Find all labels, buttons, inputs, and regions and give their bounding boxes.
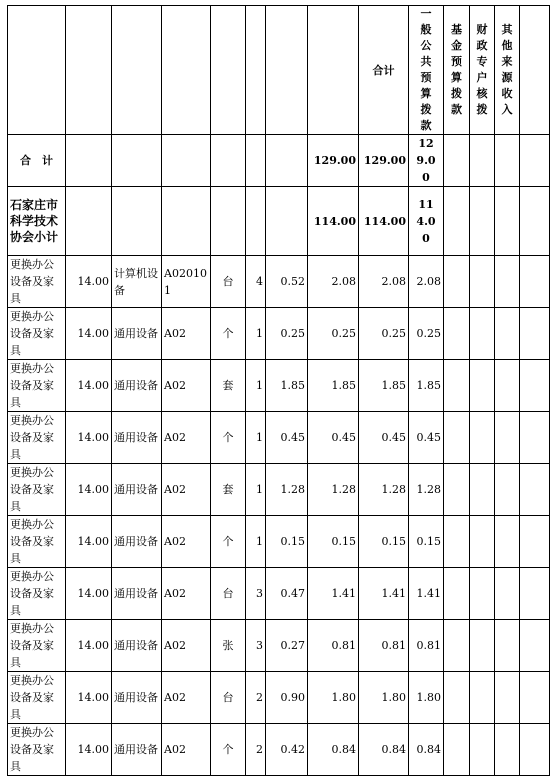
empty-cell	[470, 308, 495, 360]
empty-cell	[495, 620, 520, 672]
unit-cell: 个	[211, 724, 246, 776]
unit-cell: 个	[211, 308, 246, 360]
amount-cell: 1.28	[308, 464, 359, 516]
qty-cell: 1	[246, 464, 266, 516]
table-row	[8, 516, 550, 568]
item-cell: 更换办公设备及家具	[8, 308, 66, 360]
qty-cell: 1	[246, 360, 266, 412]
category-cell: 通用设备	[112, 620, 162, 672]
empty-cell	[470, 412, 495, 464]
subtotal-general-budget: 114.00	[409, 187, 444, 256]
heji-cell: 0.25	[359, 308, 409, 360]
empty-cell	[444, 360, 470, 412]
total-heji: 129.00	[359, 135, 409, 187]
category-cell: 通用设备	[112, 516, 162, 568]
budget-cell: 14.00	[66, 308, 112, 360]
budget-cell: 14.00	[66, 620, 112, 672]
empty-cell	[444, 724, 470, 776]
category-cell: 通用设备	[112, 412, 162, 464]
vertical-text: 一 般 公 共 预 算 拨 款	[420, 7, 432, 132]
unit-cell: 个	[211, 516, 246, 568]
price-cell: 1.85	[266, 360, 308, 412]
qty-cell: 3	[246, 568, 266, 620]
general-budget-cell: 0.81	[409, 620, 444, 672]
price-cell: 0.90	[266, 672, 308, 724]
item-cell: 更换办公设备及家具	[8, 360, 66, 412]
price-cell: 0.47	[266, 568, 308, 620]
budget-cell: 14.00	[66, 724, 112, 776]
subtotal-amount: 114.00	[308, 187, 359, 256]
empty-cell	[470, 256, 495, 308]
empty-cell	[470, 672, 495, 724]
item-cell: 更换办公设备及家具	[8, 568, 66, 620]
empty-cell	[495, 360, 520, 412]
table-row	[8, 412, 550, 464]
amount-cell: 2.08	[308, 256, 359, 308]
table-row	[8, 568, 550, 620]
price-cell: 0.52	[266, 256, 308, 308]
unit-cell: 套	[211, 464, 246, 516]
empty-cell	[520, 412, 550, 464]
amount-cell: 1.80	[308, 672, 359, 724]
empty-cell	[520, 568, 550, 620]
general-budget-cell: 0.84	[409, 724, 444, 776]
item-cell: 更换办公设备及家具	[8, 412, 66, 464]
heji-cell: 0.45	[359, 412, 409, 464]
subtotal-heji: 114.00	[359, 187, 409, 256]
empty-cell	[444, 672, 470, 724]
qty-cell: 1	[246, 412, 266, 464]
code-cell: A02	[162, 516, 211, 568]
qty-cell: 1	[246, 308, 266, 360]
unit-cell: 套	[211, 360, 246, 412]
table-row	[8, 360, 550, 412]
unit-cell: 个	[211, 412, 246, 464]
code-cell: A02	[162, 620, 211, 672]
header-other-income	[495, 6, 520, 135]
general-budget-cell: 0.15	[409, 516, 444, 568]
amount-cell: 1.85	[308, 360, 359, 412]
category-cell: 通用设备	[112, 308, 162, 360]
empty-cell	[495, 308, 520, 360]
empty-cell	[520, 516, 550, 568]
heji-cell: 2.08	[359, 256, 409, 308]
price-cell: 0.15	[266, 516, 308, 568]
heji-cell: 0.81	[359, 620, 409, 672]
code-cell: A02	[162, 724, 211, 776]
empty-cell	[444, 412, 470, 464]
item-cell: 更换办公设备及家具	[8, 672, 66, 724]
empty-cell	[470, 360, 495, 412]
empty-cell	[444, 464, 470, 516]
unit-cell: 台	[211, 256, 246, 308]
code-cell: A02	[162, 672, 211, 724]
vertical-text: 其 他 来 源 收 入	[501, 23, 513, 116]
price-cell: 0.45	[266, 412, 308, 464]
total-general-budget: 129.00	[409, 135, 444, 187]
code-cell: A020101	[162, 256, 211, 308]
budget-cell: 14.00	[66, 672, 112, 724]
category-cell: 通用设备	[112, 724, 162, 776]
empty-cell	[470, 724, 495, 776]
qty-cell: 1	[246, 516, 266, 568]
empty-cell	[470, 620, 495, 672]
total-label: 合 计	[8, 135, 66, 187]
code-cell: A02	[162, 360, 211, 412]
code-cell: A02	[162, 568, 211, 620]
empty-cell	[520, 464, 550, 516]
empty-cell	[520, 620, 550, 672]
empty-cell	[495, 724, 520, 776]
header-heji: 合计	[359, 6, 409, 135]
budget-cell: 14.00	[66, 412, 112, 464]
code-cell: A02	[162, 412, 211, 464]
table-row	[8, 672, 550, 724]
general-budget-cell: 1.80	[409, 672, 444, 724]
category-cell: 通用设备	[112, 672, 162, 724]
table-row	[8, 256, 550, 308]
general-budget-cell: 0.25	[409, 308, 444, 360]
price-cell: 0.42	[266, 724, 308, 776]
heji-cell: 0.15	[359, 516, 409, 568]
amount-cell: 0.25	[308, 308, 359, 360]
empty-cell	[495, 256, 520, 308]
budget-cell: 14.00	[66, 464, 112, 516]
general-budget-cell: 0.45	[409, 412, 444, 464]
empty-cell	[520, 724, 550, 776]
empty-cell	[495, 464, 520, 516]
vertical-text: 财 政 专 户 核 拨	[476, 23, 488, 116]
budget-cell: 14.00	[66, 256, 112, 308]
amount-cell: 0.15	[308, 516, 359, 568]
item-cell: 更换办公设备及家具	[8, 256, 66, 308]
total-amount: 129.00	[308, 135, 359, 187]
empty-cell	[444, 256, 470, 308]
price-cell: 0.27	[266, 620, 308, 672]
amount-cell: 0.84	[308, 724, 359, 776]
category-cell: 计算机设备	[112, 256, 162, 308]
heji-cell: 1.80	[359, 672, 409, 724]
unit-cell: 张	[211, 620, 246, 672]
total-row	[8, 135, 550, 187]
subtotal-row	[8, 187, 550, 256]
category-cell: 通用设备	[112, 464, 162, 516]
header-finance-special	[470, 6, 495, 135]
header-row	[8, 6, 550, 135]
heji-cell: 1.28	[359, 464, 409, 516]
unit-cell: 台	[211, 672, 246, 724]
empty-cell	[444, 516, 470, 568]
amount-cell: 0.81	[308, 620, 359, 672]
header-fund-budget	[444, 6, 470, 135]
general-budget-cell: 1.28	[409, 464, 444, 516]
empty-cell	[495, 672, 520, 724]
table-row	[8, 620, 550, 672]
price-cell: 1.28	[266, 464, 308, 516]
vertical-text: 基 金 预 算 拨 款	[451, 23, 462, 116]
empty-cell	[520, 308, 550, 360]
empty-cell	[444, 308, 470, 360]
budget-cell: 14.00	[66, 516, 112, 568]
empty-cell	[444, 620, 470, 672]
empty-cell	[470, 516, 495, 568]
qty-cell: 2	[246, 672, 266, 724]
heji-cell: 1.85	[359, 360, 409, 412]
empty-cell	[495, 412, 520, 464]
heji-cell: 0.84	[359, 724, 409, 776]
budget-cell: 14.00	[66, 568, 112, 620]
budget-cell: 14.00	[66, 360, 112, 412]
table-row	[8, 464, 550, 516]
general-budget-cell: 1.85	[409, 360, 444, 412]
empty-cell	[520, 672, 550, 724]
table-row	[8, 308, 550, 360]
item-cell: 更换办公设备及家具	[8, 464, 66, 516]
empty-cell	[470, 464, 495, 516]
category-cell: 通用设备	[112, 568, 162, 620]
item-cell: 更换办公设备及家具	[8, 724, 66, 776]
general-budget-cell: 1.41	[409, 568, 444, 620]
empty-cell	[444, 568, 470, 620]
empty-cell	[520, 360, 550, 412]
subtotal-label: 石家庄市科学技术协会小计	[8, 187, 66, 256]
qty-cell: 3	[246, 620, 266, 672]
empty-cell	[520, 256, 550, 308]
general-budget-cell: 2.08	[409, 256, 444, 308]
unit-cell: 台	[211, 568, 246, 620]
category-cell: 通用设备	[112, 360, 162, 412]
code-cell: A02	[162, 308, 211, 360]
code-cell: A02	[162, 464, 211, 516]
heji-cell: 1.41	[359, 568, 409, 620]
amount-cell: 0.45	[308, 412, 359, 464]
amount-cell: 1.41	[308, 568, 359, 620]
item-cell: 更换办公设备及家具	[8, 620, 66, 672]
item-cell: 更换办公设备及家具	[8, 516, 66, 568]
header-general-budget	[409, 6, 444, 135]
empty-cell	[495, 568, 520, 620]
budget-table	[7, 5, 550, 776]
empty-cell	[495, 516, 520, 568]
table-row	[8, 724, 550, 776]
qty-cell: 4	[246, 256, 266, 308]
empty-cell	[470, 568, 495, 620]
qty-cell: 2	[246, 724, 266, 776]
price-cell: 0.25	[266, 308, 308, 360]
